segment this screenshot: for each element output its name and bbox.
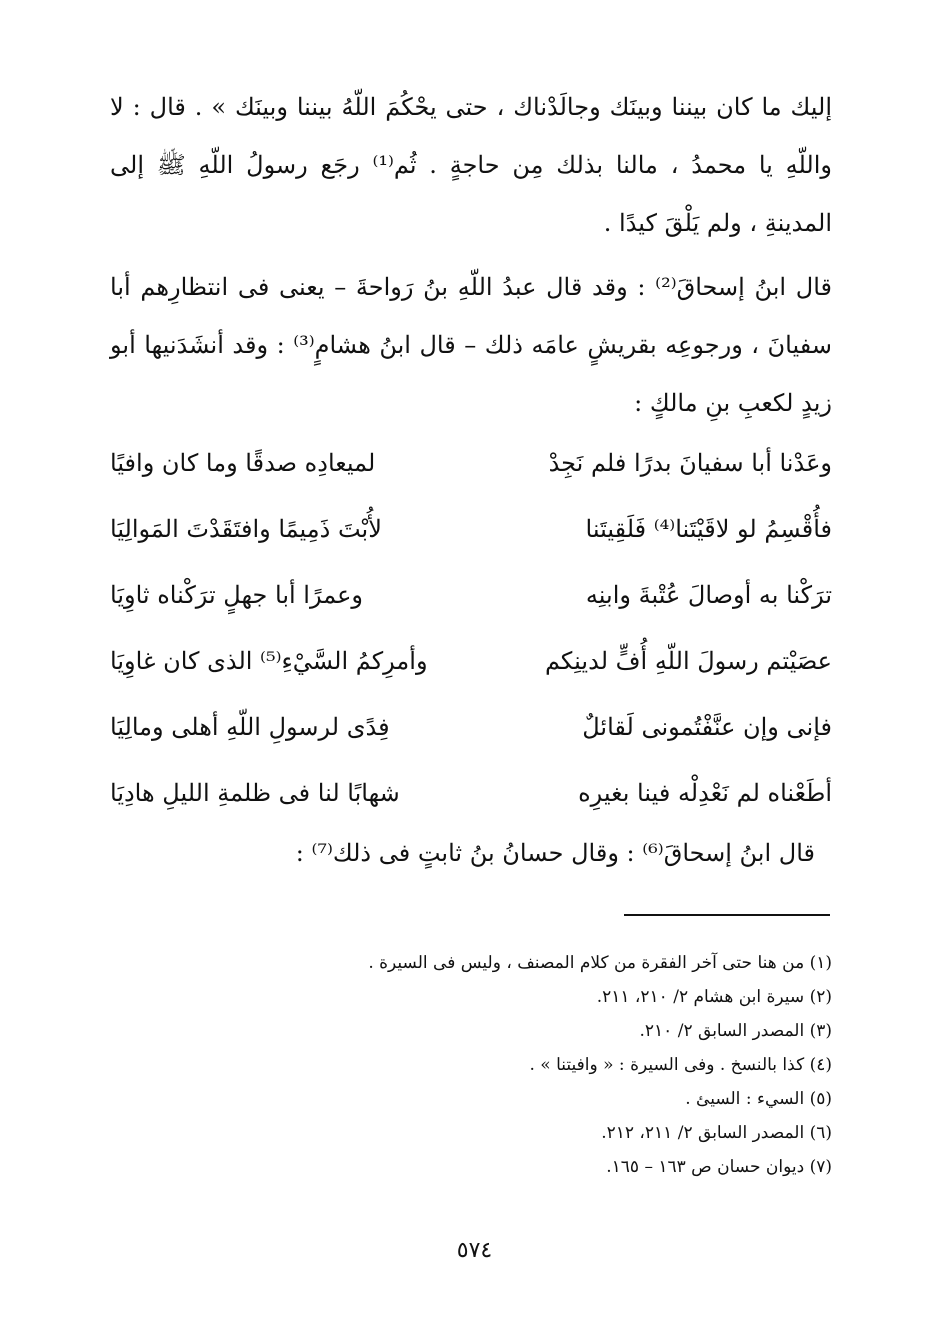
paragraph-2: قال ابنُ إسحاقَ⁽²⁾ : وقد قال عبدُ اللّهِ بنُ رَواحةَ – يعنى فى انتظارِهم أبا سفيانَ ، ورجوعِه بقريشٍ عامَه ذلك – قال ابنُ هشامٍ⁽³⁾ : وقد أنشَدَنيها أبو زيدٍ لكعبِ بنِ مالكٍ : bbox=[110, 273, 833, 417]
footnote-3: (٣) المصدر السابق ٢/ ٢١٠. bbox=[639, 1021, 832, 1041]
footnotes bbox=[110, 946, 832, 1184]
verse-1 bbox=[110, 434, 832, 500]
verse-first-hemistich: وعَدْنا أبا سفيانَ بدرًا فلم نَجِدْ bbox=[548, 449, 832, 477]
footnote-6: (٦) المصدر السابق ٢/ ٢١١، ٢١٢. bbox=[601, 1123, 832, 1143]
footnote-2: (٢) سيرة ابن هشام ٢/ ٢١٠، ٢١١. bbox=[596, 987, 832, 1007]
footnote-1: (١) من هنا حتى آخر الفقرة من كلام المصنف ، وليس فى السيرة . bbox=[368, 953, 832, 973]
verse-6 bbox=[110, 764, 832, 830]
verse-4 bbox=[110, 632, 832, 698]
footnote-divider bbox=[624, 914, 830, 916]
paragraph-1: إليك ما كان بيننا وبينَك وجالَدْناك ، حتى يحْكُمَ اللّهُ بيننا وبينَك » . قال : لا واللّهِ يا محمدُ ، مالنا بذلك مِن حاجةٍ . ثُم⁽¹⁾ رجَع رسولُ اللّهِ ﷺ إلى المدينةِ ، ولم يَلْقَ كيدًا . bbox=[110, 93, 833, 237]
verse-first-hemistich: عصَيْتم رسولَ اللّهِ أُفٍّ لدينِكم bbox=[544, 647, 832, 675]
verse-3 bbox=[110, 566, 832, 632]
page-number: ٥٧٤ bbox=[456, 1238, 493, 1263]
verse-5 bbox=[110, 698, 832, 764]
verse-second-hemistich: شهابًا لنا فى ظلمةِ الليلِ هادِيَا bbox=[110, 779, 400, 807]
verse-first-hemistich: أطَعْناه لم نَعْدِلْه فينا بغيرِه bbox=[578, 779, 832, 807]
footnote-4: (٤) كذا بالنسخ . وفى السيرة : « وافيتنا » . bbox=[529, 1055, 832, 1075]
poem bbox=[110, 434, 832, 830]
verse-2 bbox=[110, 500, 832, 566]
footnote-7: (٧) ديوان حسان ص ١٦٣ – ١٦٥. bbox=[606, 1157, 832, 1177]
verse-second-hemistich: وعمرًا أبا جهلٍ ترَكْناه ثاوِيَا bbox=[110, 581, 363, 609]
footnote-5: (٥) السيء : السيئ . bbox=[685, 1089, 832, 1109]
verse-first-hemistich: ترَكْنا به أوصالَ عُتْبةَ وابنِه bbox=[585, 581, 832, 609]
verse-second-hemistich: لأُبْتَ ذَمِيمًا وافتَقَدْتَ المَوالِيَا bbox=[110, 515, 382, 543]
verse-second-hemistich: فِدًى لرسولِ اللّهِ أهلى ومالِيَا bbox=[110, 713, 390, 741]
verse-second-hemistich: وأمرِكمُ السَّيْءِ⁽⁵⁾ الذى كان غاوِيَا bbox=[110, 647, 428, 675]
verse-first-hemistich: فأُقْسِمُ لو لاقَيْتَنا⁽⁴⁾ فَلَقِيتَنا bbox=[585, 515, 832, 543]
verse-second-hemistich: لميعادِه صدقًا وما كان وافيًا bbox=[110, 449, 376, 477]
verse-first-hemistich: فإنى وإن عنَّفْتُمونى لَقائلٌ bbox=[582, 713, 832, 741]
closing-line: قال ابنُ إسحاقَ⁽⁶⁾ : وقال حسانُ بنُ ثابتٍ فى ذلك⁽⁷⁾ : bbox=[295, 839, 815, 867]
